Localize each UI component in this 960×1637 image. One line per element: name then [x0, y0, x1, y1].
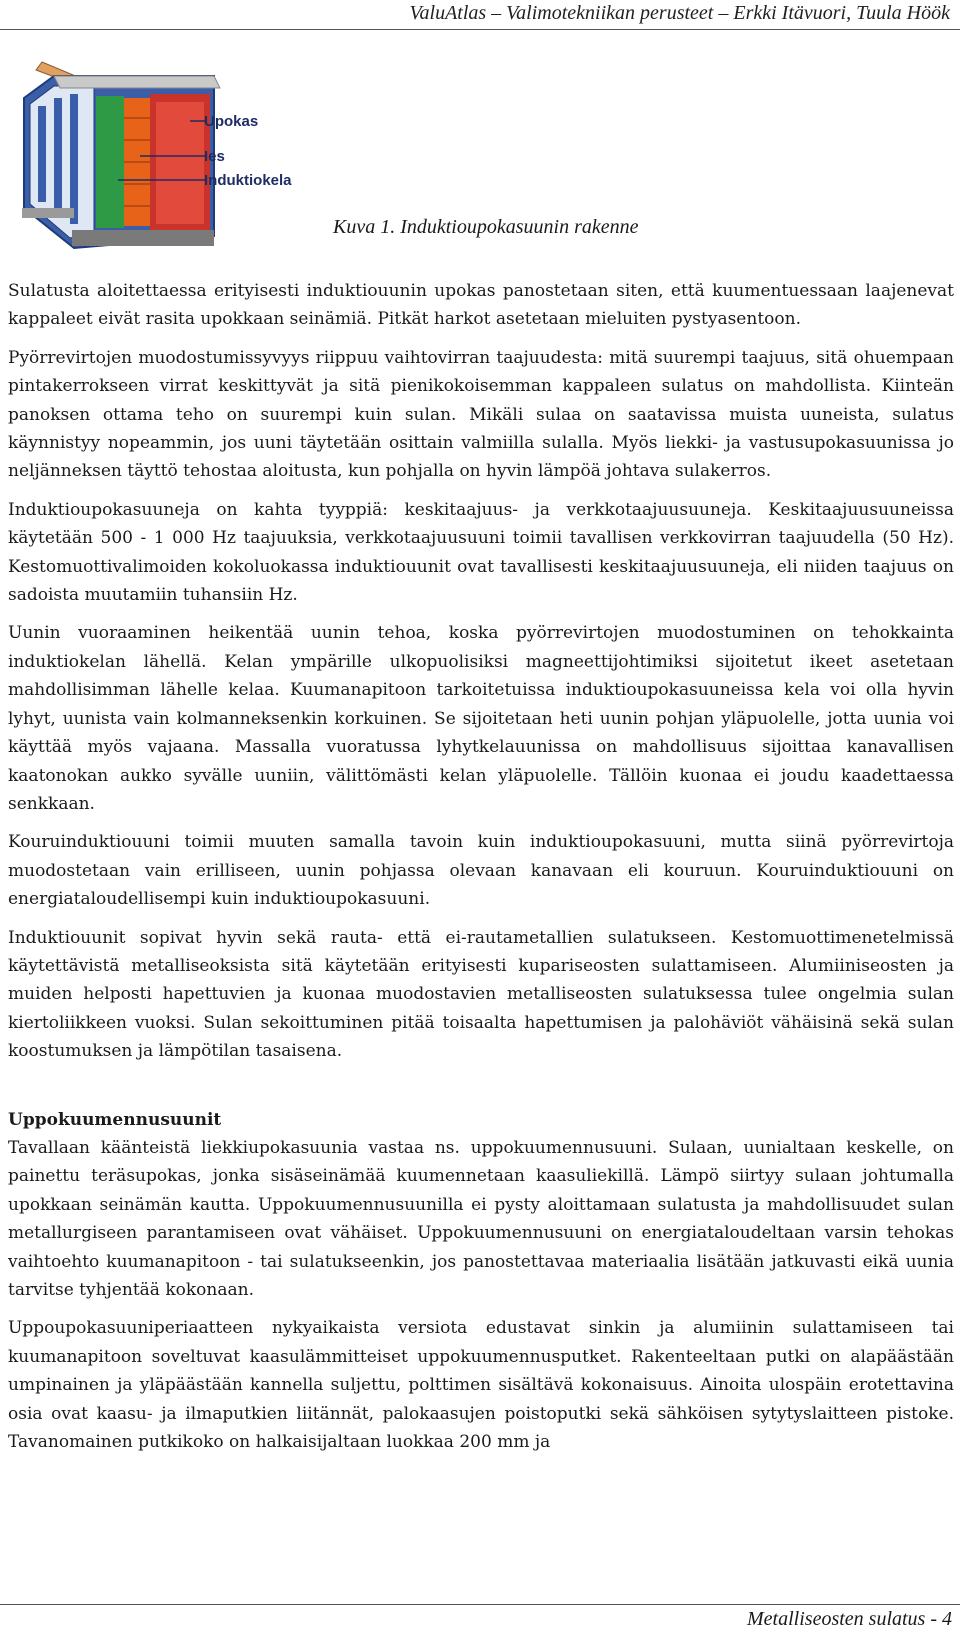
paragraph: Tavallaan käänteistä liekkiupokasuunia vastaa ns. uppokuumennusuuni. Sulaan, uunialtaan keskelle, on painettu teräsupokas, jonka sisäseinämää kuumennetaan kaasuliekillä. Lämpö siirtyy sulaan johtumalla upokkaan seinämän kautta. Uppokuumennusuunilla ei pysty aloittamaan sulatusta ja mahdollisuudet sulan metallurgiseen parantamiseen ovat vähäiset. Uppokuumennusuuni on energiataloudeltaan varsin tehokas vaihtoehto kuumanapitoon - tai sulatukseenkin, jos panostettavaa materiaalia lisätään jatkuvasti eikä uunia tarvitse tyhjentää kokonaan. [8, 1137, 954, 1300]
paragraph: Uppoupokasuuniperiaatteen nykyaikaista versiota edustavat sinkin ja alumiinin sulattamiseen tai kuumanapitoon soveltuvat kaasulämmitteiset uppokuumennusputket. Rakenteeltaan putki on alapäästään umpinainen ja yläpäästään kannella suljettu, polttimen sisältävä kokonaisuus. Ainoita ulospäin erotettavina osia ovat kaasu- ja ilmaputkien liitännät, palokaasujen poistoputki sekä sähköisen sytytyslaitteen pistoke. Tavanomainen putkikoko on halkaisijaltaan luokkaa 200 mm ja [8, 1318, 954, 1453]
page-header [0, 0, 960, 30]
footer-page-label: Metalliseosten sulatus - 4 [747, 1608, 952, 1630]
section-heading: Uppokuumennusuunit [8, 1109, 222, 1130]
paragraph: Pyörrevirtojen muodostumissyvyys riippuu vaihtovirran taajuudesta: mitä suurempi taajuus, sitä ohuempaan pintakerrokseen virrat keskittyvät ja sitä pienikokoisemman kappaleen sulatus on mahdollista. Kiinteän panoksen ottama teho on suurempi kuin sulan. Mikäli sulaa on saatavissa muista uuneista, sulatus käynnistyy nopeammin, jos uuni täytetään osittain valmiilla sulalla. Myös liekki- ja vastusupokasuunissa jo neljänneksen täyttö tehostaa aloitusta, kun pohjalla on hyvin lämpöä johtava sulakerros. [8, 347, 954, 482]
footer-rule [0, 1604, 960, 1605]
figure-label-upokas: Upokas [204, 113, 259, 130]
paragraph: Kouruinduktiouuni toimii muuten samalla tavoin kuin induktioupokasuuni, mutta siinä pyörrevirtoja muodostetaan vain erilliseen, uunin pohjassa olevaan kanavaan eli kouruun. Kouruinduktiouuni on energiataloudellisempi kuin induktioupokasuuni. [8, 832, 954, 910]
figure-label-induktiokela: Induktiokela [204, 172, 292, 189]
paragraph: Uunin vuoraaminen heikentää uunin tehoa, koska pyörrevirtojen muodostuminen on tehokkainta induktiokelan lähellä. Kelan ympärille ulkopuolisiksi magneettijohtimiksi sijoitetut ikeet asetetaan mahdollisimman lähelle kelaa. Kuumanapitoon tarkoitetuissa induktioupokasuuneissa kela voi olla hyvin lyhyt, uunista vain kolmanneksenkin korkuinen. Se sijoitetaan heti uunin pohjan yläpuolelle, jotta uunia voi käyttää myös vajaana. Massalla vuoratussa lyhytkelauunissa on mahdollisuus sijoittaa kanavallisen kaatonokan aukko syvälle uuniin, välittömästi kelan yläpuolelle. Tällöin kuonaa ei joudu kaadettaessa senkkaan. [8, 623, 954, 814]
paragraph: Sulatusta aloitettaessa erityisesti induktiouunin upokas panostetaan siten, että kuumentuessaan laajenevat kappaleet eivät rasita upokkaan seinämiä. Pitkät harkot asetetaan mieluiten pystyasentoon. [8, 281, 954, 330]
induction-furnace-illustration [14, 58, 344, 256]
furnace-figure [14, 58, 344, 256]
page-body [8, 277, 954, 1466]
paragraph: Induktiouunit sopivat hyvin sekä rauta- että ei-rautametallien sulatukseen. Kestomuottimenetelmissä käytettävistä metalliseoksista sitä käytetään erityisesti kupariseosten sulattamiseen. Alumiiniseosten ja muiden helposti hapettuvien ja kuonaa muodostavien metalliseosten sulatuksessa tulee ongelmia sulan kiertoliikkeen vuoksi. Sulan sekoittuminen pitää toisaalta hapettumisen ja palohäviöt vähäisinä sekä sulan koostumuksen ja lämpötilan tasaisena. [8, 927, 954, 1062]
figure-label-ies: Ies [204, 148, 225, 165]
page-footer [0, 1604, 960, 1637]
header-rule [0, 29, 960, 30]
header-title: ValuAtlas – Valimotekniikan perusteet – Erkki Itävuori, Tuula Höök [409, 2, 950, 24]
figure-caption: Kuva 1. Induktioupokasuunin rakenne [333, 216, 639, 238]
paragraph: Induktioupokasuuneja on kahta tyyppiä: keskitaajuus- ja verkkotaajuusuuneja. Keskitaajuusuuneissa käytetään 500 - 1 000 Hz taajuuksia, verkkotaajuusuuni toimii tavallisen verkkovirran taajuudella (50 Hz). Kestomuottivalimoiden kokoluokassa induktiouunit ovat tavallisesti keskitaajuusuuneja, eli niiden taajuus on sadoista muutamiin tuhansiin Hz. [8, 499, 954, 606]
